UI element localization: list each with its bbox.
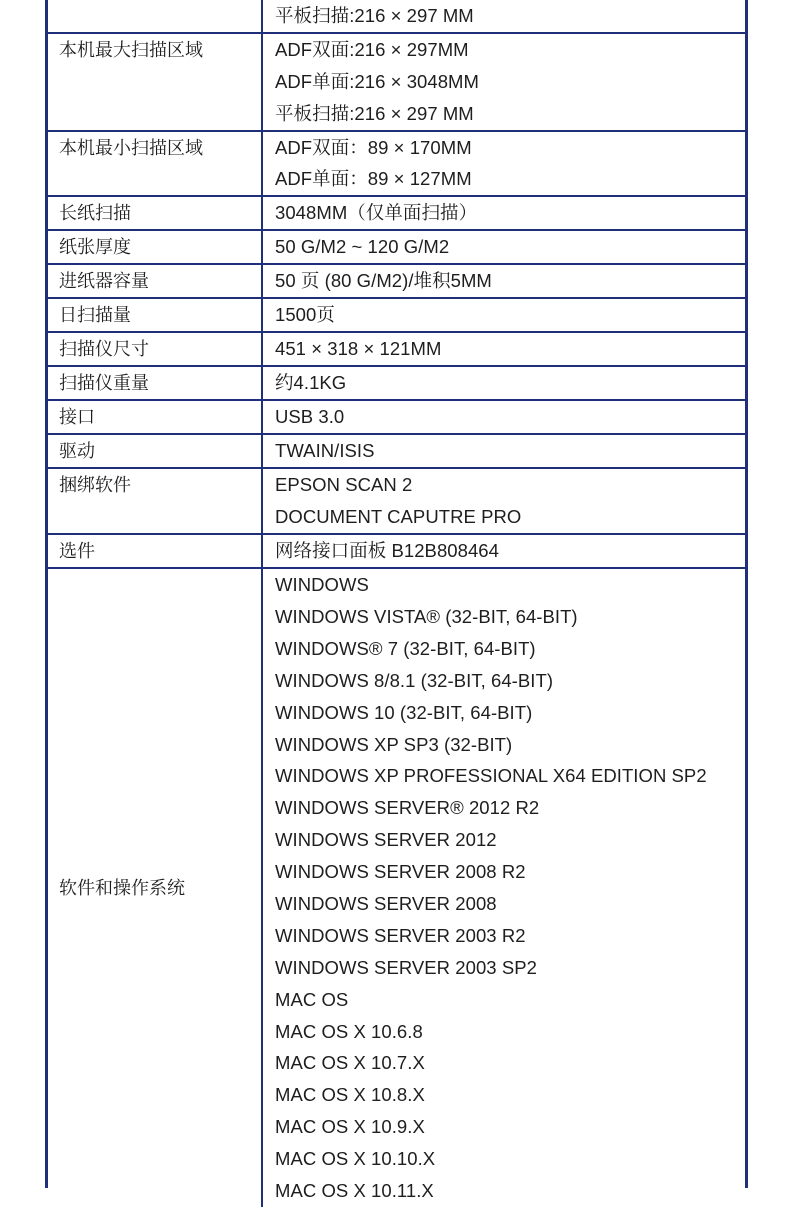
spec-row-min-scan-area: [48, 132, 745, 198]
spec-value-line: ADF单面：89 × 127MM: [275, 168, 472, 190]
spec-value-line: USB 3.0: [275, 406, 345, 428]
spec-label: 扫描仪尺寸: [48, 333, 263, 365]
os-item: WINDOWS SERVER 2003 R2: [275, 924, 526, 946]
spec-row-options: [48, 535, 745, 569]
spec-row-max-scan-area: [48, 34, 745, 132]
os-item: MAC OS X 10.10.X: [275, 1148, 436, 1170]
spec-value-line: 约4.1KG: [275, 372, 347, 394]
os-item: WINDOWS SERVER 2012: [275, 829, 497, 851]
os-item: MAC OS: [275, 988, 349, 1010]
spec-value-os-list: [263, 569, 745, 1207]
spec-row-feeder-capacity: [48, 265, 745, 299]
os-item: MAC OS X 10.7.X: [275, 1052, 425, 1074]
spec-label: 本机最大扫描区域: [48, 34, 263, 130]
spec-value-line: TWAIN/ISIS: [275, 440, 375, 462]
spec-table: [45, 0, 748, 1202]
os-item: WINDOWS: [275, 574, 369, 596]
spec-value: [263, 0, 745, 32]
os-item: WINDOWS® 7 (32-BIT, 64-BIT): [275, 637, 536, 659]
spec-row-os-support: [48, 569, 745, 1207]
os-item: MAC OS X 10.11.X: [275, 1180, 434, 1202]
spec-value: [263, 469, 745, 533]
spec-label: 纸张厚度: [48, 231, 263, 263]
spec-value-line: DOCUMENT CAPUTRE PRO: [275, 506, 522, 528]
spec-value-line: ADF单面:216 × 3048MM: [275, 70, 479, 92]
spec-label: [48, 0, 263, 32]
spec-row-weight: [48, 367, 745, 401]
spec-value: [263, 231, 745, 263]
spec-label: 捆绑软件: [48, 469, 263, 533]
spec-value: [263, 265, 745, 297]
spec-value-line: 451 × 318 × 121MM: [275, 338, 442, 360]
os-item: WINDOWS SERVER® 2012 R2: [275, 797, 540, 819]
os-item: WINDOWS 10 (32-BIT, 64-BIT): [275, 701, 533, 723]
spec-value: [263, 197, 745, 229]
spec-row-flatbed-continuation: [48, 0, 745, 34]
spec-value-line: EPSON SCAN 2: [275, 474, 413, 496]
spec-row-daily-volume: [48, 299, 745, 333]
spec-value-line: 50 G/M2 ~ 120 G/M2: [275, 236, 450, 258]
os-item: WINDOWS SERVER 2003 SP2: [275, 956, 537, 978]
spec-label: 扫描仪重量: [48, 367, 263, 399]
spec-value-line: 3048MM（仅单面扫描）: [275, 202, 478, 224]
spec-row-driver: [48, 435, 745, 469]
spec-value-line: 网络接口面板 B12B808464: [275, 540, 499, 562]
spec-value-line: 50 页 (80 G/M2)/堆积5MM: [275, 270, 492, 292]
spec-value: [263, 132, 745, 196]
spec-label: 日扫描量: [48, 299, 263, 331]
os-item: WINDOWS SERVER 2008 R2: [275, 861, 526, 883]
spec-value: [263, 367, 745, 399]
spec-label: 选件: [48, 535, 263, 567]
spec-value-line: ADF双面：89 × 170MM: [275, 136, 472, 158]
os-item: WINDOWS SERVER 2008: [275, 893, 497, 915]
spec-label: 长纸扫描: [48, 197, 263, 229]
spec-row-long-paper: [48, 197, 745, 231]
spec-value-line: ADF双面:216 × 297MM: [275, 38, 469, 60]
spec-row-interface: [48, 401, 745, 435]
spec-value: [263, 401, 745, 433]
os-item: MAC OS X 10.9.X: [275, 1116, 425, 1138]
os-item: WINDOWS XP SP3 (32-BIT): [275, 733, 513, 755]
os-item: WINDOWS 8/8.1 (32-BIT, 64-BIT): [275, 669, 554, 691]
spec-row-paper-thickness: [48, 231, 745, 265]
spec-label: 接口: [48, 401, 263, 433]
spec-label: 本机最小扫描区域: [48, 132, 263, 196]
spec-value: [263, 333, 745, 365]
os-item: MAC OS X 10.6.8: [275, 1020, 423, 1042]
spec-value-line: 平板扫描:216 × 297 MM: [275, 5, 474, 26]
spec-label: 软件和操作系统: [48, 569, 263, 1207]
spec-label: 驱动: [48, 435, 263, 467]
spec-value-line: 平板扫描:216 × 297 MM: [275, 102, 474, 124]
spec-value: [263, 535, 745, 567]
spec-value: [263, 435, 745, 467]
os-item: MAC OS X 10.8.X: [275, 1084, 425, 1106]
spec-label: 进纸器容量: [48, 265, 263, 297]
spec-value: [263, 299, 745, 331]
spec-value: [263, 34, 745, 130]
spec-row-dimensions: [48, 333, 745, 367]
os-item: WINDOWS VISTA® (32-BIT, 64-BIT): [275, 606, 578, 628]
os-item: WINDOWS XP PROFESSIONAL X64 EDITION SP2: [275, 765, 707, 787]
spec-row-bundled-software: [48, 469, 745, 535]
spec-value-line: 1500页: [275, 304, 335, 326]
